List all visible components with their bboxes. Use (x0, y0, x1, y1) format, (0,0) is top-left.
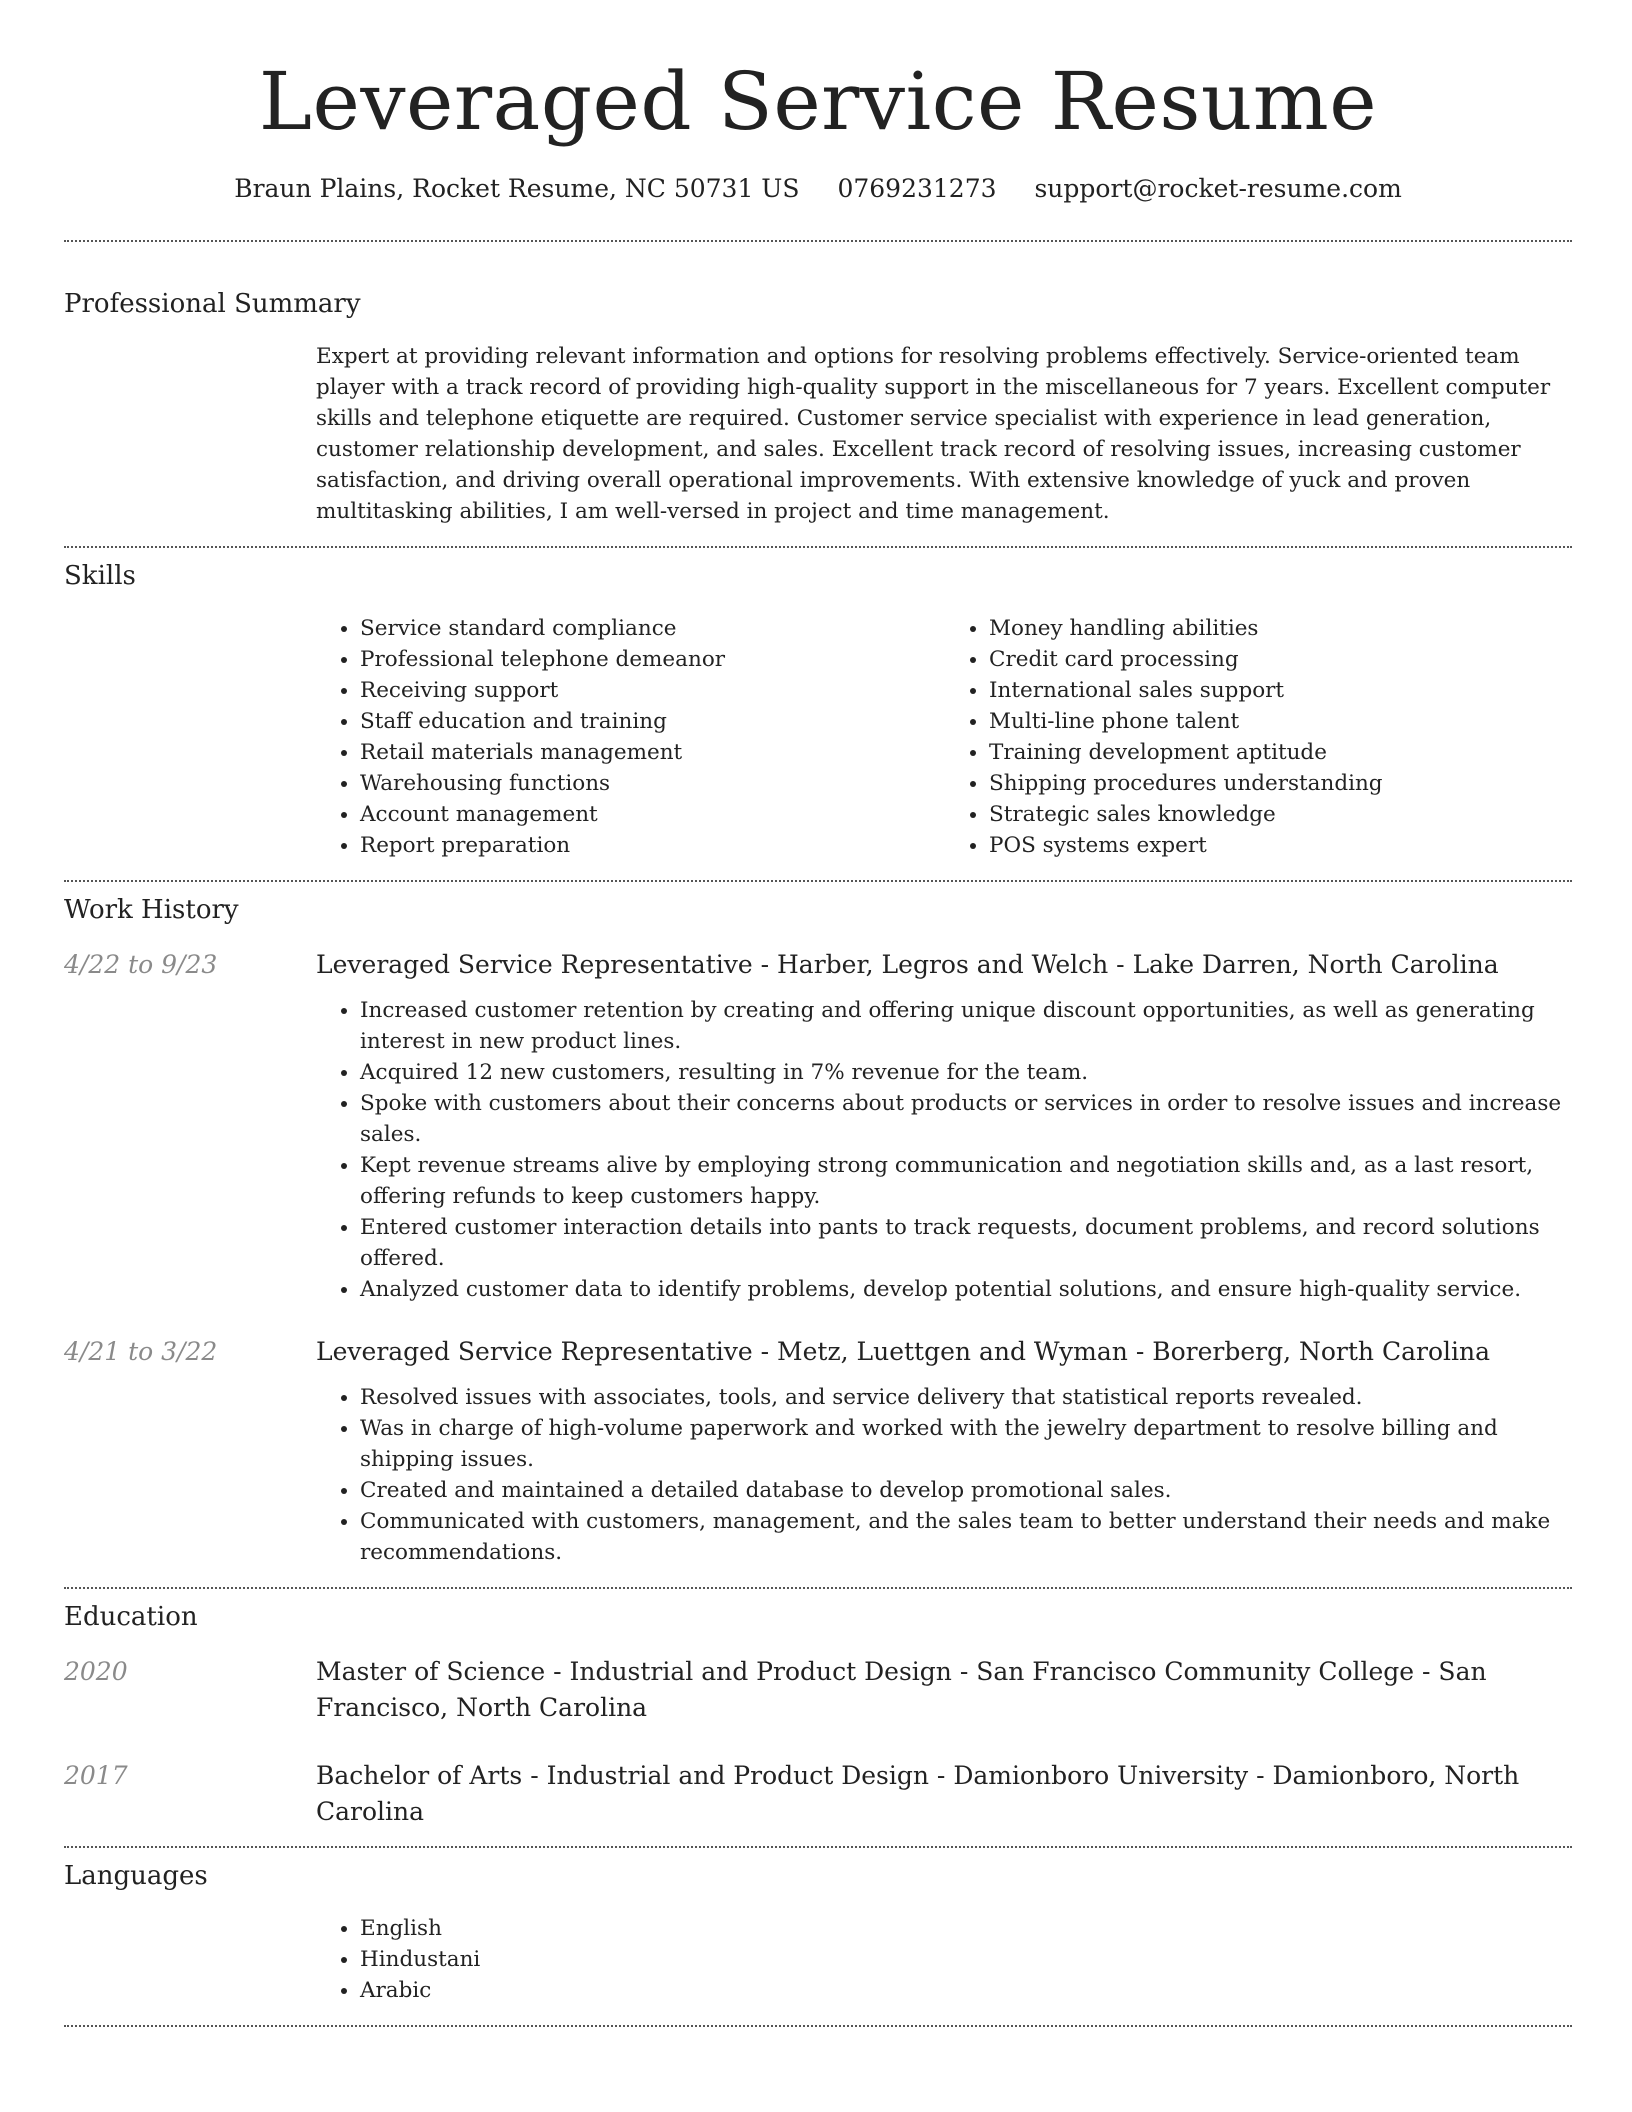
job-details (316, 947, 1572, 1305)
summary-section (64, 287, 1572, 527)
skill-item: • Report preparation (360, 830, 945, 861)
divider (64, 1846, 1572, 1848)
divider (64, 880, 1572, 882)
education-entry (64, 1654, 1572, 1726)
skill-item: • Professional telephone demeanor (360, 644, 945, 675)
job-bullet: • Entered customer interaction details into pants to track requests, document problems, and record solutions offered. (360, 1212, 1572, 1274)
languages-content (316, 1913, 1574, 2006)
divider (64, 1587, 1572, 1589)
education-year: 2020 (64, 1657, 128, 1686)
summary-text: Expert at providing relevant information and options for resolving problems effectively. Service-oriented team player with a track record of providing high-quality support in the miscellaneous for 7 years. Excellent computer skills and telephone etiquette are required. Customer service specialist with experience in lead generation, customer relationship development, and sales. Excellent track record of resolving issues, increasing customer satisfaction, and driving overall operational improvements. With extensive knowledge of yuck and proven multitasking abilities, I am well-versed in project and time management. (316, 344, 1551, 524)
skill-item: • Training development aptitude (989, 737, 1574, 768)
skill-item: • Money handling abilities (989, 613, 1574, 644)
skill-item: • Receiving support (360, 675, 945, 706)
job-bullets (316, 995, 1572, 1305)
job-bullet: • Acquired 12 new customers, resulting in 7% revenue for the team. (360, 1057, 1572, 1088)
skills-section (64, 559, 1572, 861)
skill-item: • Service standard compliance (360, 613, 945, 644)
education-heading: Bachelor of Arts - Industrial and Product Design - Damionboro University - Damionboro, North Carolina (316, 1761, 1520, 1826)
divider (64, 240, 1572, 242)
job-entry (64, 1334, 1572, 1568)
job-bullet: • Was in charge of high-volume paperwork and worked with the jewelry department to resolve billing and shipping issues. (360, 1413, 1572, 1475)
job-bullet: • Analyzed customer data to identify problems, develop potential solutions, and ensure high-quality service. (360, 1274, 1572, 1305)
skill-item: • International sales support (989, 675, 1574, 706)
work-history-section (64, 893, 1572, 1568)
job-details (316, 1334, 1572, 1568)
job-bullet: • Created and maintained a detailed database to develop promotional sales. (360, 1475, 1572, 1506)
job-heading: Leveraged Service Representative - Metz, Luettgen and Wyman - Borerberg, North Carolina (316, 1337, 1490, 1366)
address: Braun Plains, Rocket Resume, NC 50731 US (234, 174, 800, 203)
skills-list-left (316, 613, 945, 861)
job-bullet: • Increased customer retention by creating and offering unique discount opportunities, as well as generating interest in new product lines. (360, 995, 1572, 1057)
languages-section (64, 1859, 1572, 2006)
section-title-languages: Languages (64, 1861, 208, 1891)
languages-list (316, 1913, 1574, 2006)
job-dates: 4/22 to 9/23 (64, 950, 218, 979)
summary-content (316, 341, 1574, 527)
education-section (64, 1600, 1572, 1830)
skills-list-right (945, 613, 1574, 861)
job-entry (64, 947, 1572, 1305)
skill-item: • Staff education and training (360, 706, 945, 737)
resume-page (64, 0, 1572, 2027)
skill-item: • POS systems expert (989, 830, 1574, 861)
skills-columns (316, 613, 1574, 861)
section-title-work: Work History (64, 895, 239, 925)
language-item: • Hindustani (360, 1944, 1574, 1975)
skill-item: • Credit card processing (989, 644, 1574, 675)
skill-item: • Multi-line phone talent (989, 706, 1574, 737)
divider (64, 546, 1572, 548)
email: support@rocket-resume.com (1034, 174, 1402, 203)
education-year: 2017 (64, 1761, 128, 1790)
job-bullet: • Resolved issues with associates, tools, and service delivery that statistical reports revealed. (360, 1382, 1572, 1413)
job-bullet: • Spoke with customers about their concerns about products or services in order to resolve issues and increase sales. (360, 1088, 1572, 1150)
section-title-skills: Skills (64, 561, 136, 591)
section-title-summary: Professional Summary (64, 289, 361, 319)
phone: 0769231273 (837, 174, 997, 203)
skill-item: • Shipping procedures understanding (989, 768, 1574, 799)
contact-line (64, 172, 1572, 206)
job-bullet: • Communicated with customers, management, and the sales team to better understand their needs and make recommendations. (360, 1506, 1572, 1568)
section-title-education: Education (64, 1602, 198, 1632)
job-bullets (316, 1382, 1572, 1568)
skill-item: • Account management (360, 799, 945, 830)
job-heading: Leveraged Service Representative - Harber, Legros and Welch - Lake Darren, North Carolina (316, 950, 1499, 979)
resume-title: Leveraged Service Resume (258, 55, 1378, 148)
language-item: • Arabic (360, 1975, 1574, 2006)
job-bullet: • Kept revenue streams alive by employing strong communication and negotiation skills and, as a last resort, offering refunds to keep customers happy. (360, 1150, 1572, 1212)
job-dates: 4/21 to 3/22 (64, 1337, 218, 1366)
language-item: • English (360, 1913, 1574, 1944)
skill-item: • Warehousing functions (360, 768, 945, 799)
education-heading: Master of Science - Industrial and Product Design - San Francisco Community College - San Francisco, North Carolina (316, 1657, 1487, 1722)
skill-item: • Strategic sales knowledge (989, 799, 1574, 830)
education-entry (64, 1758, 1572, 1830)
divider (64, 2025, 1572, 2027)
skill-item: • Retail materials management (360, 737, 945, 768)
